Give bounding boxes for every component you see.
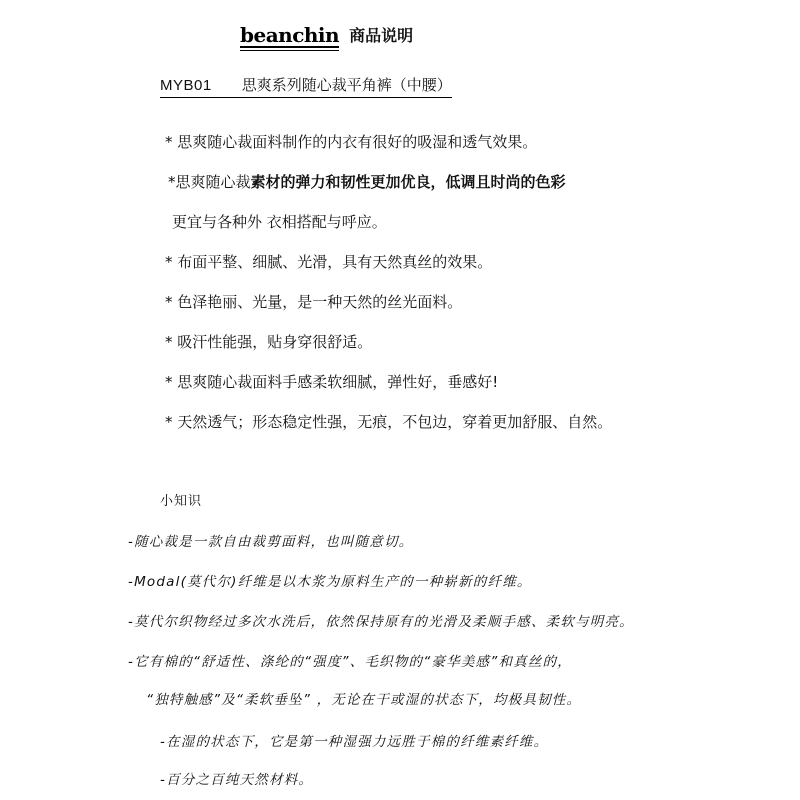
feature-line: * 吸汗性能强，贴身穿很舒适。	[165, 333, 373, 351]
tip-line: -在湿的状态下，它是第一种湿强力远胜于棉的纤维素纤维。	[160, 734, 549, 750]
feature-line: * 色泽艳丽、光量，是一种天然的丝光面料。	[165, 293, 463, 311]
feature-line: 更宜与各种外 衣相搭配与呼应。	[172, 213, 387, 231]
header-title: 商品说明	[349, 26, 414, 45]
tip-line: -它有棉的“舒适性、涤纶的“强度”、毛织物的“豪华美感”和真丝的，	[128, 654, 572, 670]
document-header	[240, 8, 413, 48]
tip-line: “独特触感”及“柔软垂坠” ，无论在干或湿的状态下，均极具韧性。	[146, 692, 582, 708]
feature-line: * 思爽随心裁面料制作的内衣有很好的吸湿和透气效果。	[165, 133, 538, 151]
tip-line: -莫代尔织物经过多次水洗后，依然保持原有的光滑及柔顺手感、柔软与明亮。	[128, 614, 634, 630]
feature-line: * 天然透气；形态稳定性强，无痕，不包边，穿着更加舒服、自然。	[165, 413, 613, 431]
product-name: 思爽系列随心裁平角裤（中腰）	[241, 76, 452, 94]
feature-line-part: 素材的弹力和韧性更加优良，低调且时尚的色彩	[250, 173, 566, 191]
tip-line: -随心裁是一款自由裁剪面料，也叫随意切。	[128, 534, 414, 550]
product-title-line	[160, 74, 452, 98]
tip-line: -百分之百纯天然材料。	[160, 772, 314, 788]
feature-line: * 布面平整、细腻、光滑，具有天然真丝的效果。	[165, 253, 493, 271]
tip-line: -Modal(莫代尔)纤维是以木浆为原料生产的一种崭新的纤维。	[128, 574, 532, 590]
feature-line	[168, 172, 566, 192]
tips-title: 小知识	[160, 494, 203, 509]
product-code: MYB01	[160, 77, 212, 94]
feature-line: * 思爽随心裁面料手感柔软细腻，弹性好，垂感好!	[165, 373, 499, 391]
feature-line-part: *思爽随心裁	[168, 173, 251, 191]
brand-logo: beanchin	[240, 23, 340, 47]
